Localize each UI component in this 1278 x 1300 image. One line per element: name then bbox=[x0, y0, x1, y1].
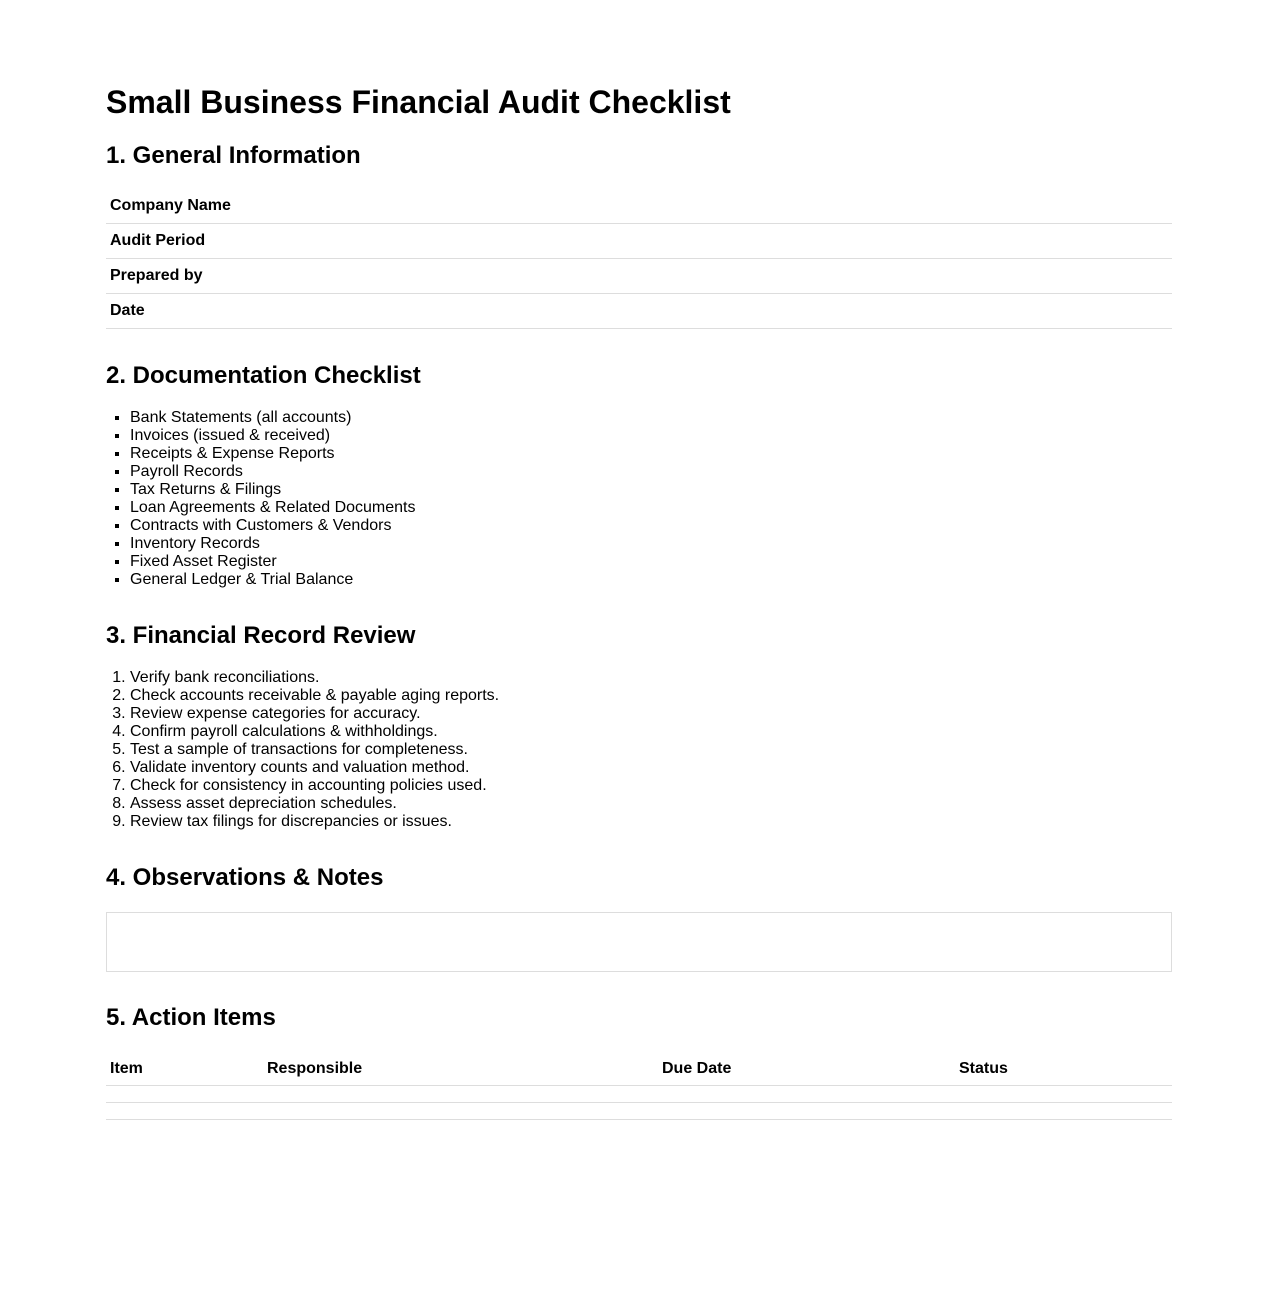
column-header-responsible: Responsible bbox=[263, 1052, 658, 1086]
list-item: ▪ Tax Returns & Filings bbox=[130, 481, 416, 499]
list-item: ▪ Invoices (issued & received) bbox=[130, 427, 416, 445]
list-item: ▪ Fixed Asset Register bbox=[130, 553, 416, 571]
list-item: 4. Confirm payroll calculations & withholdings. bbox=[130, 723, 499, 741]
table-header-row bbox=[106, 1052, 1172, 1086]
table-row bbox=[106, 1103, 1172, 1120]
cell-item bbox=[106, 1086, 263, 1103]
info-label: Audit Period bbox=[106, 224, 1172, 259]
list-item: ▪ Receipts & Expense Reports bbox=[130, 445, 416, 463]
page-title: Small Business Financial Audit Checklist bbox=[106, 84, 731, 120]
action-items-table bbox=[106, 1052, 1172, 1120]
list-item: 1. Verify bank reconciliations. bbox=[130, 669, 499, 687]
list-item: ▪ Contracts with Customers & Vendors bbox=[130, 517, 416, 535]
list-item: ▪ Bank Statements (all accounts) bbox=[130, 409, 416, 427]
review-steps-list bbox=[106, 669, 499, 831]
section-heading-observations-notes: 4. Observations & Notes bbox=[106, 864, 384, 891]
column-header-due-date: Due Date bbox=[658, 1052, 955, 1086]
column-header-item: Item bbox=[106, 1052, 263, 1086]
cell-due-date bbox=[658, 1086, 955, 1103]
info-row-date bbox=[106, 294, 1172, 329]
info-label: Date bbox=[106, 294, 1172, 329]
list-item: 9. Review tax filings for discrepancies or issues. bbox=[130, 813, 499, 831]
info-row-audit-period bbox=[106, 224, 1172, 259]
list-item: 5. Test a sample of transactions for completeness. bbox=[130, 741, 499, 759]
list-item: ▪ Inventory Records bbox=[130, 535, 416, 553]
list-item: 3. Review expense categories for accuracy. bbox=[130, 705, 499, 723]
documentation-list bbox=[106, 409, 416, 589]
observations-notes-box[interactable] bbox=[106, 912, 1172, 972]
list-item: ▪ General Ledger & Trial Balance bbox=[130, 571, 416, 589]
section-heading-documentation-checklist: 2. Documentation Checklist bbox=[106, 362, 421, 389]
cell-status bbox=[955, 1103, 1172, 1120]
cell-item bbox=[106, 1103, 263, 1120]
list-item: ▪ Loan Agreements & Related Documents bbox=[130, 499, 416, 517]
table-row bbox=[106, 1086, 1172, 1103]
list-item: 8. Assess asset depreciation schedules. bbox=[130, 795, 499, 813]
list-item: ▪ Payroll Records bbox=[130, 463, 416, 481]
cell-status bbox=[955, 1086, 1172, 1103]
list-item: 7. Check for consistency in accounting policies used. bbox=[130, 777, 499, 795]
info-row-prepared-by bbox=[106, 259, 1172, 294]
info-row-company-name bbox=[106, 189, 1172, 224]
cell-due-date bbox=[658, 1103, 955, 1120]
column-header-status: Status bbox=[955, 1052, 1172, 1086]
general-information-table bbox=[106, 189, 1172, 329]
cell-responsible bbox=[263, 1103, 658, 1120]
section-heading-financial-record-review: 3. Financial Record Review bbox=[106, 622, 416, 649]
list-item: 2. Check accounts receivable & payable aging reports. bbox=[130, 687, 499, 705]
section-heading-general-information: 1. General Information bbox=[106, 142, 361, 169]
cell-responsible bbox=[263, 1086, 658, 1103]
list-item: 6. Validate inventory counts and valuation method. bbox=[130, 759, 499, 777]
info-label: Company Name bbox=[106, 189, 1172, 224]
section-heading-action-items: 5. Action Items bbox=[106, 1004, 276, 1031]
info-label: Prepared by bbox=[106, 259, 1172, 294]
